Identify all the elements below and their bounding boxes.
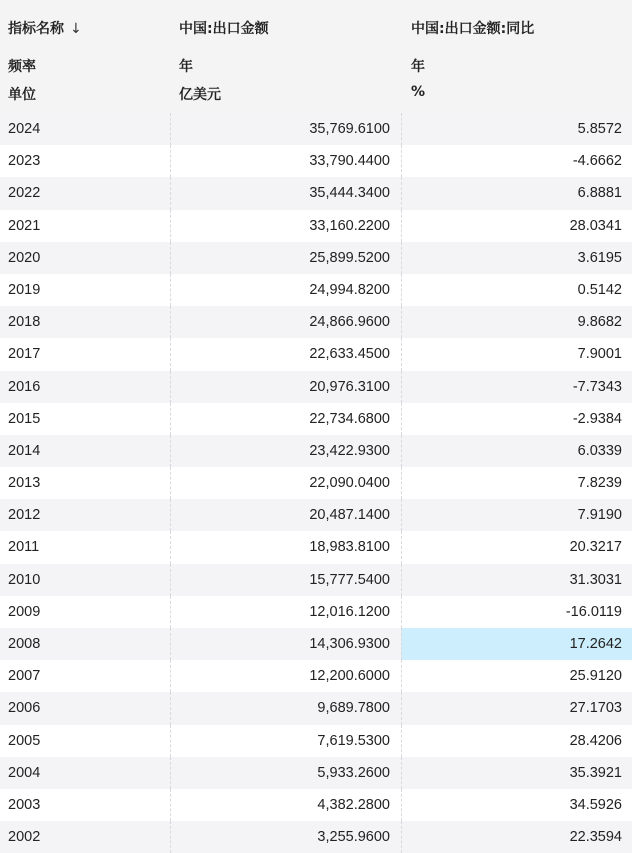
year-cell[interactable]: 2015 (8, 410, 41, 427)
export-amount-cell[interactable]: 12,200.6000 (170, 660, 401, 692)
header-col-export-amount[interactable] (179, 0, 399, 113)
year-cell[interactable]: 2005 (8, 732, 41, 749)
table-row[interactable] (0, 757, 632, 789)
export-amount-cell[interactable]: 25,899.5200 (170, 242, 401, 274)
year-cell[interactable]: 2007 (8, 668, 41, 685)
export-yoy-cell[interactable]: 27.1703 (401, 692, 632, 724)
export-amount-cell[interactable]: 35,444.3400 (170, 177, 401, 209)
export-amount-cell[interactable]: 12,016.1200 (170, 596, 401, 628)
year-cell[interactable]: 2019 (8, 281, 41, 298)
year-cell[interactable]: 2018 (8, 314, 41, 331)
year-cell[interactable]: 2022 (8, 185, 41, 202)
export-yoy-cell[interactable]: -2.9384 (401, 403, 632, 435)
year-cell[interactable]: 2020 (8, 249, 41, 266)
export-yoy-cell[interactable]: -4.6662 (401, 145, 632, 177)
table-row[interactable] (0, 435, 632, 467)
export-amount-cell[interactable]: 5,933.2600 (170, 757, 401, 789)
export-yoy-cell[interactable]: 7.8239 (401, 467, 632, 499)
export-amount-cell[interactable]: 33,790.4400 (170, 145, 401, 177)
export-amount-cell[interactable]: 24,866.9600 (170, 306, 401, 338)
export-yoy-cell[interactable]: 28.0341 (401, 210, 632, 242)
year-cell[interactable]: 2013 (8, 475, 41, 492)
export-yoy-cell[interactable]: 28.4206 (401, 725, 632, 757)
export-yoy-cell[interactable]: -16.0119 (401, 596, 632, 628)
table-row[interactable] (0, 306, 632, 338)
table-row[interactable] (0, 242, 632, 274)
export-amount-cell[interactable]: 9,689.7800 (170, 692, 401, 724)
table-row[interactable] (0, 145, 632, 177)
table-row[interactable] (0, 692, 632, 724)
year-cell[interactable]: 2023 (8, 153, 41, 170)
year-cell[interactable]: 2004 (8, 764, 41, 781)
table-row[interactable] (0, 210, 632, 242)
export-amount-cell[interactable]: 15,777.5400 (170, 564, 401, 596)
table-row[interactable] (0, 531, 632, 563)
year-cell[interactable]: 2002 (8, 829, 41, 846)
export-yoy-cell-selected[interactable]: 17.2642 (401, 628, 632, 660)
unit-label: 单位 (8, 87, 36, 103)
table-row[interactable] (0, 177, 632, 209)
table-row[interactable] (0, 725, 632, 757)
year-cell[interactable]: 2016 (8, 378, 41, 395)
export-amount-unit: 亿美元 (179, 87, 221, 103)
export-amount-cell[interactable]: 20,487.1400 (170, 499, 401, 531)
year-cell[interactable]: 2024 (8, 121, 41, 137)
export-amount-cell[interactable]: 22,633.4500 (170, 338, 401, 370)
export-yoy-cell[interactable]: 20.3217 (401, 531, 632, 563)
export-amount-cell[interactable]: 20,976.3100 (170, 371, 401, 403)
export-amount-cell[interactable]: 14,306.9300 (170, 628, 401, 660)
export-yoy-cell[interactable]: 5.8572 (401, 113, 632, 145)
table-row[interactable] (0, 628, 632, 660)
frequency-label: 频率 (8, 59, 36, 75)
table-row[interactable] (0, 113, 632, 145)
table-row[interactable] (0, 338, 632, 370)
table-body (0, 113, 632, 853)
export-yoy-cell[interactable]: 3.6195 (401, 242, 632, 274)
export-amount-cell[interactable]: 18,983.8100 (170, 531, 401, 563)
export-yoy-cell[interactable]: 22.3594 (401, 821, 632, 853)
export-amount-cell[interactable]: 35,769.6100 (170, 113, 401, 145)
table-row[interactable] (0, 371, 632, 403)
export-yoy-cell[interactable]: -7.7343 (401, 371, 632, 403)
table-row[interactable] (0, 467, 632, 499)
export-amount-cell[interactable]: 3,255.9600 (170, 821, 401, 853)
export-yoy-cell[interactable]: 34.5926 (401, 789, 632, 821)
export-amount-cell[interactable]: 22,734.6800 (170, 403, 401, 435)
export-yoy-cell[interactable]: 31.3031 (401, 564, 632, 596)
export-amount-cell[interactable]: 33,160.2200 (170, 210, 401, 242)
table-row[interactable] (0, 789, 632, 821)
export-yoy-cell[interactable]: 7.9190 (401, 499, 632, 531)
export-yoy-unit: % (411, 84, 426, 100)
export-yoy-cell[interactable]: 6.8881 (401, 177, 632, 209)
table-row[interactable] (0, 596, 632, 628)
year-cell[interactable]: 2003 (8, 796, 41, 813)
year-cell[interactable]: 2011 (8, 539, 40, 556)
export-yoy-frequency: 年 (411, 59, 425, 75)
export-amount-cell[interactable]: 24,994.8200 (170, 274, 401, 306)
table-header (0, 0, 632, 114)
year-cell[interactable]: 2008 (8, 636, 41, 652)
export-yoy-cell[interactable]: 25.9120 (401, 660, 632, 692)
year-cell[interactable]: 2009 (8, 603, 41, 620)
header-col-export-yoy[interactable] (411, 0, 631, 113)
export-yoy-cell[interactable]: 9.8682 (401, 306, 632, 338)
export-yoy-title: 中国:出口金额:同比 (411, 21, 535, 37)
year-cell[interactable]: 2014 (8, 442, 41, 459)
export-amount-title: 中国:出口金额 (179, 21, 269, 37)
export-yoy-cell[interactable]: 35.3921 (401, 757, 632, 789)
year-cell[interactable]: 2010 (8, 571, 41, 588)
table-row[interactable] (0, 274, 632, 306)
export-yoy-cell[interactable]: 6.0339 (401, 435, 632, 467)
table-row[interactable] (0, 403, 632, 435)
export-amount-cell[interactable]: 22,090.0400 (170, 467, 401, 499)
export-yoy-cell[interactable]: 7.9001 (401, 338, 632, 370)
export-amount-cell[interactable]: 4,382.2800 (170, 789, 401, 821)
header-col-indicator[interactable] (8, 0, 168, 113)
year-cell[interactable]: 2006 (8, 700, 41, 717)
year-cell[interactable]: 2021 (8, 217, 41, 234)
export-amount-cell[interactable]: 7,619.5300 (170, 725, 401, 757)
year-cell[interactable]: 2017 (8, 346, 41, 363)
table-row[interactable] (0, 499, 632, 531)
export-yoy-cell[interactable]: 0.5142 (401, 274, 632, 306)
table-row[interactable] (0, 821, 632, 853)
indicator-name-label: 指标名称 (8, 21, 64, 37)
table-row[interactable] (0, 564, 632, 596)
sort-down-icon[interactable]: ↓ (70, 21, 82, 37)
export-amount-cell[interactable]: 23,422.9300 (170, 435, 401, 467)
year-cell[interactable]: 2012 (8, 507, 41, 524)
table-row[interactable] (0, 660, 632, 692)
export-amount-frequency: 年 (179, 59, 193, 75)
